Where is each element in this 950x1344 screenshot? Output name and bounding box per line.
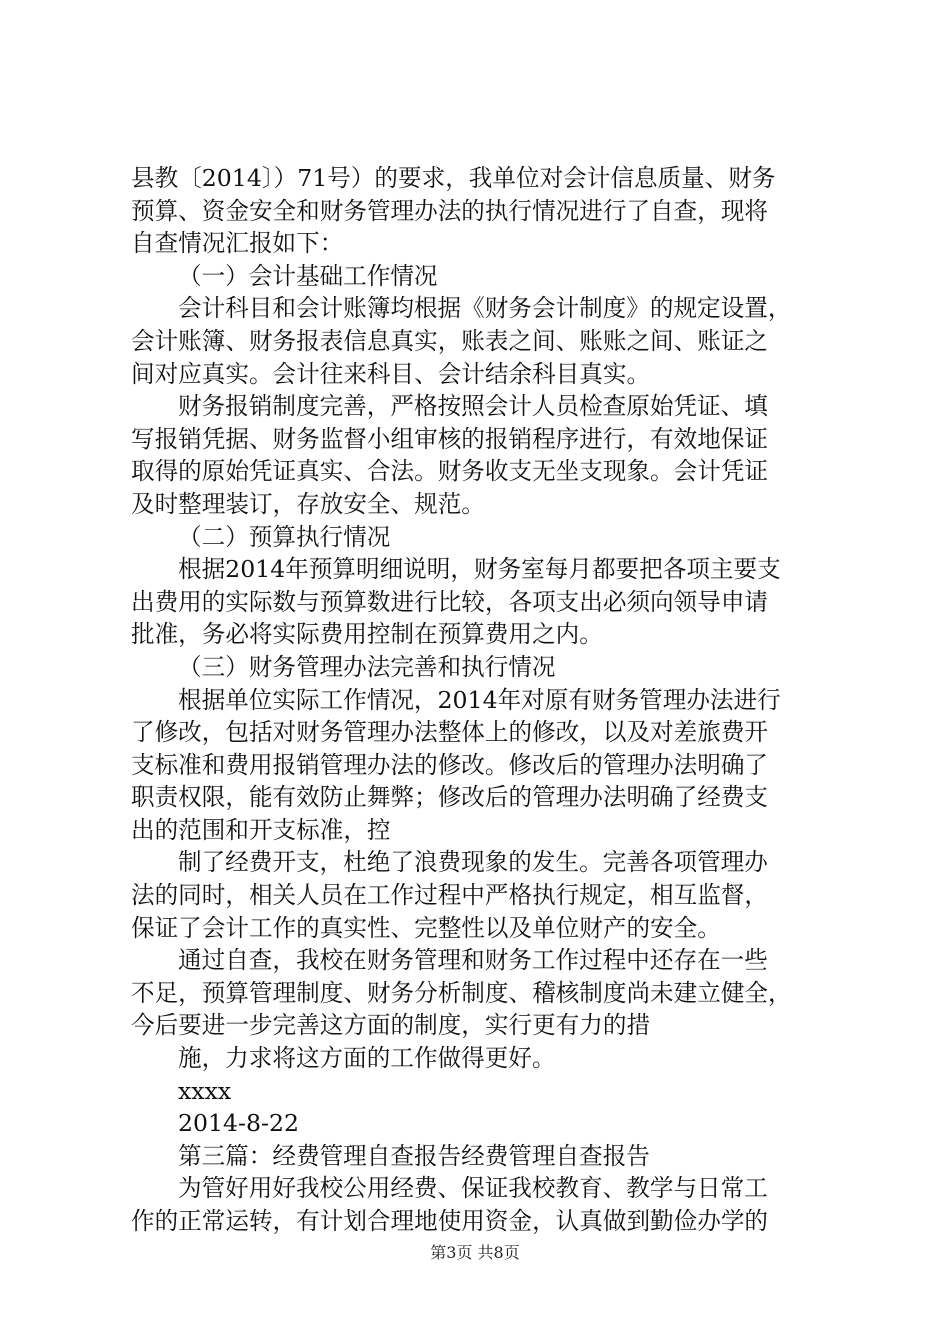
text-line: 为管好用好我校公用经费、保证我校教育、教学与日常工 [178,1174,768,1203]
text-line: 财务报销制度完善，严格按照会计人员检查原始凭证、填 [178,392,768,421]
chapter-title: 第三篇：经费管理自查报告经费管理自查报告 [178,1141,650,1170]
text-line: 通过自查，我校在财务管理和财务工作过程中还存在一些 [178,946,768,975]
text-line: 了修改，包括对财务管理办法整体上的修改，以及对差旅费开 [131,718,769,747]
document-body [131,162,843,1238]
text-line: 施，力求将这方面的工作做得更好。 [178,1044,556,1073]
text-line: 保证了会计工作的真实性、完整性以及单位财产的安全。 [131,913,721,942]
text-line: 制了经费开支，杜绝了浪费现象的发生。完善各项管理办 [178,848,768,877]
text-line: 法的同时，相关人员在工作过程中严格执行规定，相互监督， [131,881,769,910]
text-line: 会计科目和会计账簿均根据《财务会计制度》的规定设置， [178,294,792,323]
section-heading: （二）预算执行情况 [178,522,391,551]
section-heading: （一）会计基础工作情况 [178,261,438,290]
text-line: 作的正常运转，有计划合理地使用资金，认真做到勤俭办学的 [131,1207,769,1235]
text-line: 批准，务必将实际费用控制在预算费用之内。 [131,620,603,649]
signature-date: 2014-8-22 [178,1109,300,1138]
section-heading: （三）财务管理办法完善和执行情况 [178,652,556,681]
text-line: 出的范围和开支标准，控 [131,815,391,844]
text-line: 职责权限，能有效防止舞弊；修改后的管理办法明确了经费支 [131,783,769,812]
text-line: 今后要进一步完善这方面的制度，实行更有力的措 [131,1011,651,1040]
text-line: 支标准和费用报销管理办法的修改。修改后的管理办法明确了 [131,750,769,779]
text-line: 取得的原始凭证真实、合法。财务收支无坐支现象。会计凭证 [131,457,769,486]
text-line: 出费用的实际数与预算数进行比较，各项支出必须向领导申请 [131,587,769,616]
text-line: 县教〔2014〕）71号）的要求，我单位对会计信息质量、财务 [131,164,776,192]
text-line: 及时整理装订，存放安全、规范。 [131,489,485,518]
page-number: 第3页 共8页 [430,1243,520,1262]
text-line: 预算、资金安全和财务管理办法的执行情况进行了自查，现将 [131,196,769,225]
text-line: 自查情况汇报如下： [131,229,344,258]
text-line: 根据2014年预算明细说明，财务室每月都要把各项主要支 [178,555,781,584]
signature-name: xxxx [178,1076,232,1105]
text-line: 会计账簿、财务报表信息真实，账表之间、账账之间、账证之 [131,326,769,355]
text-line: 根据单位实际工作情况，2014年对原有财务管理办法进行 [178,685,781,714]
text-line: 间对应真实。会计往来科目、会计结余科目真实。 [131,359,651,388]
text-line: 不足，预算管理制度、财务分析制度、稽核制度尚未建立健全， [131,978,792,1007]
text-line: 写报销凭据、财务监督小组审核的报销程序进行，有效地保证 [131,424,769,453]
